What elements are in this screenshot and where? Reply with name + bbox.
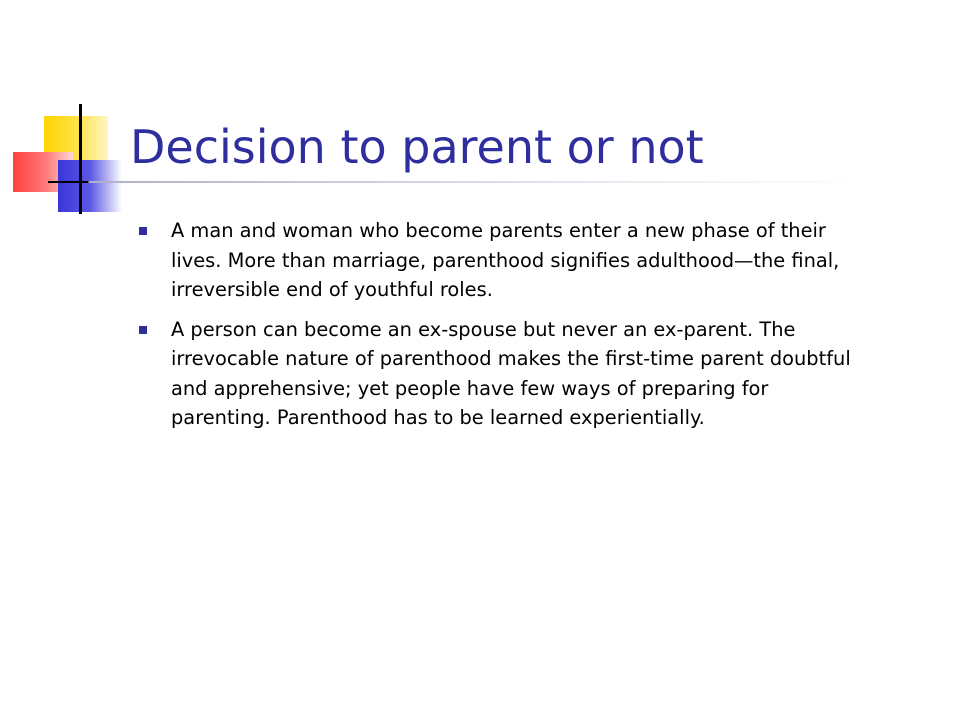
decorative-vertical-line <box>79 104 82 214</box>
bullet-text: A man and woman who become parents enter a new phase of their lives. More than marriage, parenthood signifies adulthood—the final, irreversible end of youthful roles. <box>171 219 840 301</box>
square-bullet-icon <box>139 326 147 334</box>
bullet-list <box>136 216 860 443</box>
slide-title: Decision to parent or not <box>130 120 704 174</box>
bullet-item <box>136 315 860 433</box>
decorative-blue-square <box>58 160 122 212</box>
bullet-item <box>136 216 860 305</box>
bullet-text: A person can become an ex-spouse but never an ex-parent. The irrevocable nature of parenthood makes the first-time parent doubtful and apprehensive; yet people have few ways of preparing for parenting. Parenthood has to be learned experientially. <box>171 317 851 429</box>
square-bullet-icon <box>139 227 147 235</box>
